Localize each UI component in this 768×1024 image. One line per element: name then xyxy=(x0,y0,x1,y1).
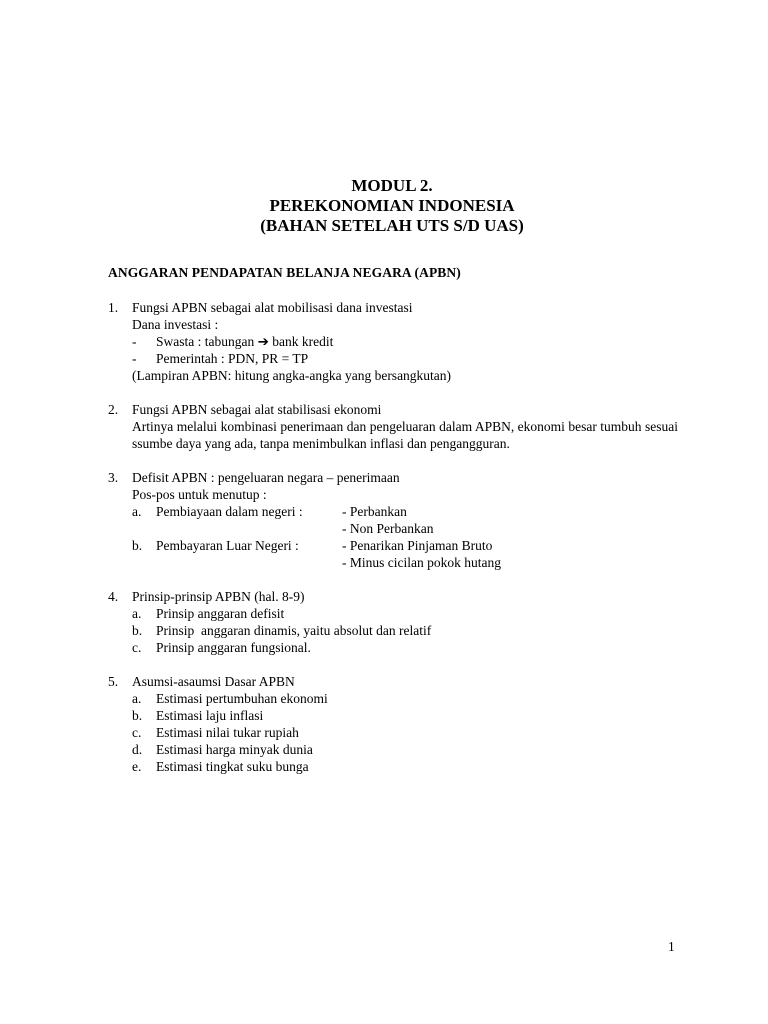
section-4 xyxy=(108,588,678,656)
title-line-1: MODUL 2. xyxy=(351,176,433,195)
list-item-continued xyxy=(108,554,678,571)
section-number: 2. xyxy=(108,402,119,417)
list-marker: e. xyxy=(132,759,142,774)
list-text: Prinsip anggaran fungsional. xyxy=(156,640,311,655)
list-text: Estimasi tingkat suku bunga xyxy=(156,759,309,774)
list-marker: a. xyxy=(132,606,142,621)
list-item xyxy=(108,758,678,775)
list-marker: c. xyxy=(132,640,142,655)
list-value: - Penarikan Pinjaman Bruto xyxy=(342,538,493,553)
section-title: Defisit APBN : pengeluaran negara – penerimaan xyxy=(132,470,400,485)
list-text: Prinsip anggaran defisit xyxy=(156,606,285,621)
list-text: Estimasi pertumbuhan ekonomi xyxy=(156,691,328,706)
list-marker: b. xyxy=(132,623,143,638)
list-item xyxy=(108,690,678,707)
list-item xyxy=(108,605,678,622)
arrow-right-icon: ➔ xyxy=(257,334,269,349)
section-text: Dana investasi : xyxy=(132,317,219,332)
list-text: Pemerintah : PDN, PR = TP xyxy=(156,351,309,366)
list-value: - Perbankan xyxy=(342,504,407,519)
list-item xyxy=(108,707,678,724)
section-number: 4. xyxy=(108,589,119,604)
list-marker: - xyxy=(132,334,137,349)
list-value: - Minus cicilan pokok hutang xyxy=(342,555,501,570)
section-heading: ANGGARAN PENDAPATAN BELANJA NEGARA (APBN) xyxy=(108,265,461,280)
section-number: 5. xyxy=(108,674,119,689)
list-text: bank kredit xyxy=(268,334,334,349)
list-marker: a. xyxy=(132,504,142,519)
document-body xyxy=(108,299,678,792)
list-marker: b. xyxy=(132,708,143,723)
section-3 xyxy=(108,469,678,571)
section-note: (Lampiran APBN: hitung angka-angka yang bersangkutan) xyxy=(132,368,452,383)
section-2 xyxy=(108,401,678,452)
list-label: Pembayaran Luar Negeri : xyxy=(156,538,299,553)
title-line-3: (BAHAN SETELAH UTS S/D UAS) xyxy=(260,216,524,235)
list-text: Prinsip anggaran dinamis, yaitu absolut dan relatif xyxy=(156,623,432,638)
section-1 xyxy=(108,299,678,384)
list-item xyxy=(108,503,678,520)
list-text: Estimasi laju inflasi xyxy=(156,708,264,723)
section-number: 1. xyxy=(108,300,119,315)
section-title: Fungsi APBN sebagai alat stabilisasi ekonomi xyxy=(132,402,382,417)
list-item xyxy=(108,639,678,656)
list-marker: c. xyxy=(132,725,142,740)
list-value: - Non Perbankan xyxy=(342,521,434,536)
list-text: Estimasi harga minyak dunia xyxy=(156,742,313,757)
list-label: Pembiayaan dalam negeri : xyxy=(156,504,303,519)
section-number: 3. xyxy=(108,470,119,485)
list-marker: b. xyxy=(132,538,143,553)
section-paragraph: Artinya melalui kombinasi penerimaan dan pengeluaran dalam APBN, ekonomi besar tumbuh sesuai ssumbe daya yang ada, tanpa menimbulkan inflasi dan pengangguran. xyxy=(132,419,678,451)
list-item xyxy=(108,622,678,639)
document-title xyxy=(0,176,768,236)
list-item xyxy=(108,741,678,758)
list-text: Swasta : tabungan xyxy=(156,334,258,349)
section-title: Asumsi-asaumsi Dasar APBN xyxy=(132,674,295,689)
list-item xyxy=(108,537,678,554)
list-item xyxy=(108,724,678,741)
list-item xyxy=(108,333,678,350)
title-line-2: PEREKONOMIAN INDONESIA xyxy=(269,196,515,215)
page-number: 1 xyxy=(668,939,675,954)
section-5 xyxy=(108,673,678,775)
section-title: Fungsi APBN sebagai alat mobilisasi dana investasi xyxy=(132,300,413,315)
section-text: Pos-pos untuk menutup : xyxy=(132,487,267,502)
list-marker: - xyxy=(132,351,137,366)
list-item-continued xyxy=(108,520,678,537)
section-title: Prinsip-prinsip APBN (hal. 8-9) xyxy=(132,589,305,604)
list-text: Estimasi nilai tukar rupiah xyxy=(156,725,299,740)
list-marker: d. xyxy=(132,742,143,757)
list-item xyxy=(108,350,678,367)
list-marker: a. xyxy=(132,691,142,706)
